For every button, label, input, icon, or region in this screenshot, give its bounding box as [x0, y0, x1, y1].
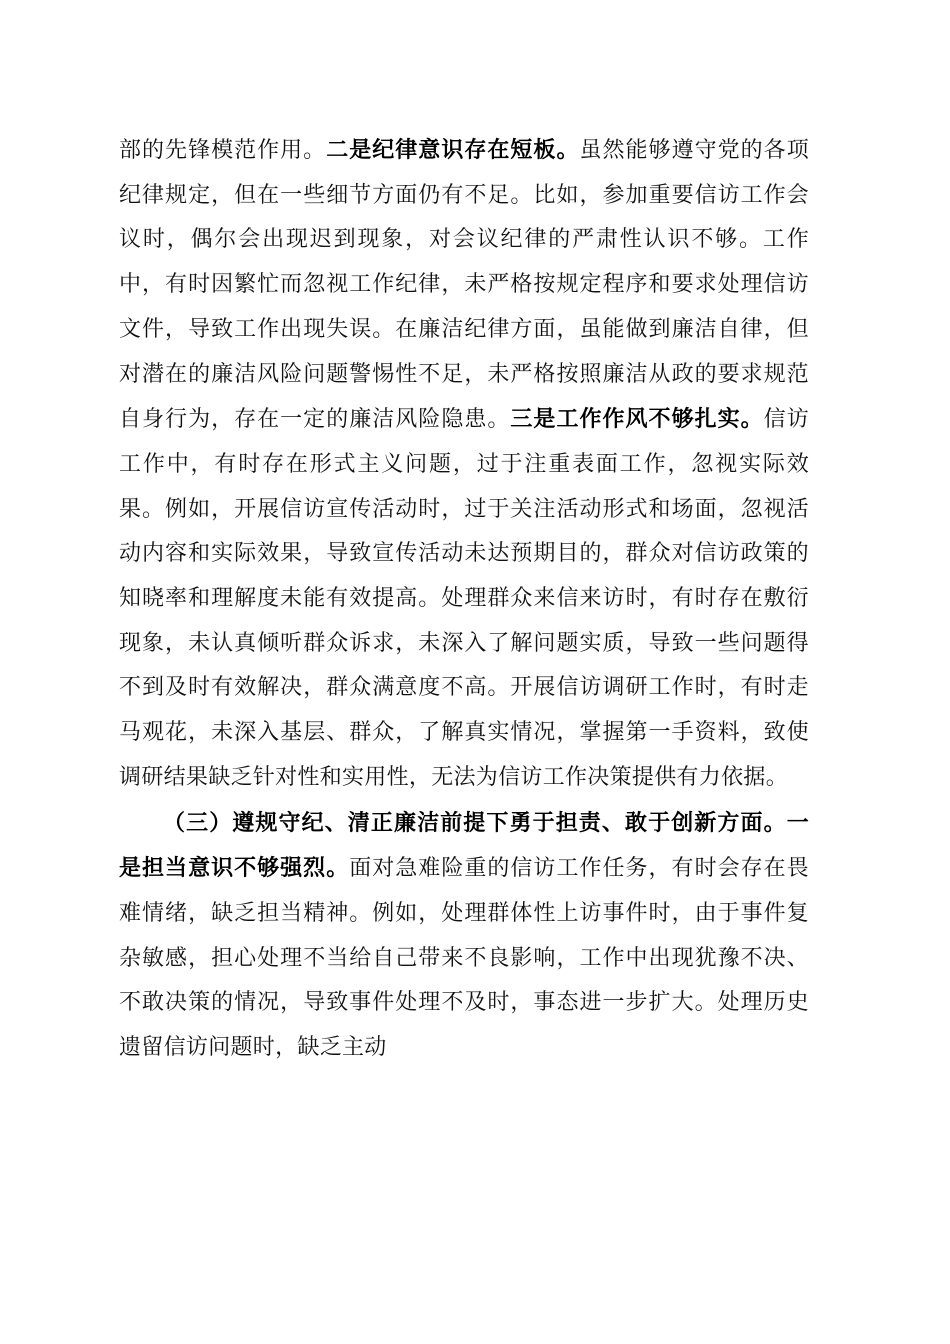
heading-work-style: 三是工作作风不够扎实。	[510, 406, 764, 433]
text-segment: 信访工作中，有时存在形式主义问题，过于注重表面工作，忽视实际效果。例如，开展信访宣传活动时，过于关注活动形式和场面，忽视活动内容和实际效果，导致宣传活动未达预期目的，群众对信访政策的知晓率和理解度未能有效提高。处理群众来信来访时，有时存在敷衍现象，未认真倾听群众诉求，未深入了解问题实质，导致一些问题得不到及时有效解决，群众满意度不高。开展信访调研工作时，有时走马观花，未深入基层、群众，了解真实情况，掌握第一手资料，致使调研结果缺乏针对性和实用性，无法为信访工作决策提供有力依据。	[119, 407, 809, 790]
text-segment: 面对急难险重的信访工作任务，有时会存在畏难情绪，缺乏担当精神。例如，处理群体性上访事件时，由于事件复杂敏感，担心处理不当给自己带来不良影响，工作中出现犹豫不决、不敢决策的情况，导致事件处理不及时，事态进一步扩大。处理历史遗留信访问题时，缺乏主动	[119, 856, 809, 1061]
section-three-heading: （三）遵规守纪、清正廉洁前提下勇于担责、敢于创新方面。一是担当意识不够强烈。	[119, 809, 809, 882]
text-segment: 虽然能够遵守党的各项纪律规定，但在一些细节方面仍有不足。比如，参加重要信访工作会议时，偶尔会出现迟到现象，对会议纪律的严肃性认识不够。工作中，有时因繁忙而忽视工作纪律，未严格按规定程序和要求处理信访文件，导致工作出现失误。在廉洁纪律方面，虽能做到廉洁自律，但对潜在的廉洁风险问题警惕性不足，未严格按照廉洁从政的要求规范自身行为，存在一定的廉洁风险隐患。	[119, 138, 809, 433]
text-segment: 部的先锋模范作用。	[119, 138, 327, 163]
paragraph-discipline-and-style	[119, 128, 809, 801]
heading-discipline-awareness: 二是纪律意识存在短板。	[326, 137, 580, 163]
document-body	[119, 128, 809, 1071]
paragraph-section-three	[119, 801, 809, 1071]
